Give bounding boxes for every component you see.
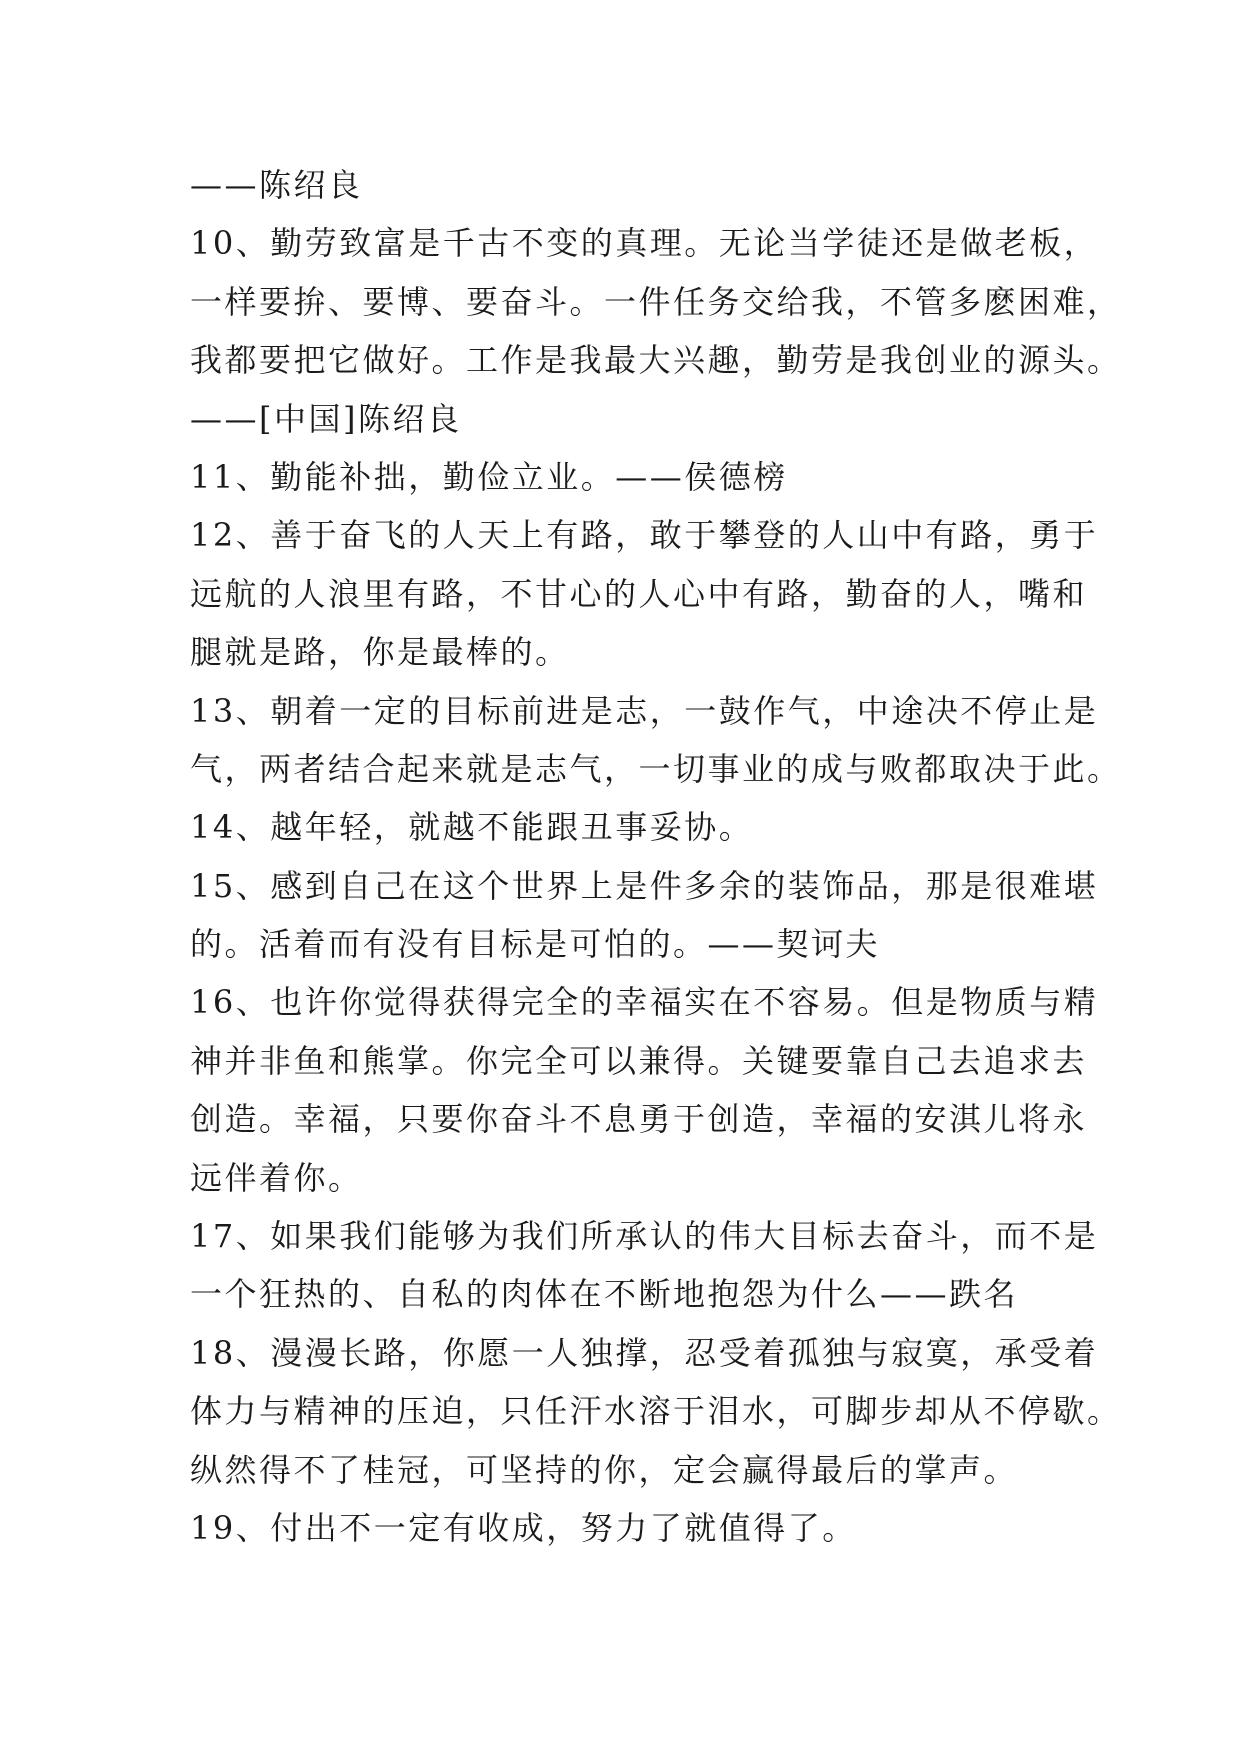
quote-11-line-1: 11、勤能补拙，勤俭立业。——侯德榜 xyxy=(190,457,788,496)
quote-12-line-2: 远航的人浪里有路，不甘心的人心中有路，勤奋的人，嘴和 xyxy=(190,574,1088,613)
quote-12-line-3: 腿就是路，你是最棒的。 xyxy=(190,633,570,672)
quote-14-line-1: 14、越年轻，就越不能跟丑事妥协。 xyxy=(190,808,754,847)
quote-12-line-1: 12、善于奋飞的人天上有路，敢于攀登的人山中有路，勇于 xyxy=(190,516,1099,555)
quote-15-line-2: 的。活着而有没有目标是可怕的。——契诃夫 xyxy=(190,925,881,964)
attribution-line: ——陈绍良 xyxy=(190,166,363,204)
quote-16-line-1: 16、也许你觉得获得完全的幸福实在不容易。但是物质与精 xyxy=(190,983,1099,1022)
quote-18-line-1: 18、漫漫长路，你愿一人独撑，忍受着孤独与寂寞，承受着 xyxy=(190,1333,1099,1372)
quote-10-line-1: 10、勤劳致富是千古不变的真理。无论当学徒还是做老板， xyxy=(190,224,1099,263)
quote-10-line-3: 我都要把它做好。工作是我最大兴趣，勤劳是我创业的源头。 xyxy=(190,341,1122,380)
quote-16-line-2: 神并非鱼和熊掌。你完全可以兼得。关键要靠自己去追求去 xyxy=(190,1041,1088,1080)
quote-16-line-4: 远伴着你。 xyxy=(190,1158,363,1197)
quote-13-line-1: 13、朝着一定的目标前进是志，一鼓作气，中途决不停止是 xyxy=(190,691,1099,730)
quote-18-line-2: 体力与精神的压迫，只任汗水溶于泪水，可脚步却从不停歇。 xyxy=(190,1392,1122,1431)
quote-18-line-3: 纵然得不了桂冠，可坚持的你，定会赢得最后的掌声。 xyxy=(190,1450,1019,1489)
document-body xyxy=(190,156,1122,1557)
quote-17-line-2: 一个狂热的、自私的肉体在不断地抱怨为什么——跌名 xyxy=(190,1275,1019,1314)
quote-16-line-3: 创造。幸福，只要你奋斗不息勇于创造，幸福的安淇儿将永 xyxy=(190,1100,1088,1139)
quote-10-line-2: 一样要拚、要博、要奋斗。一件任务交给我，不管多麽困难， xyxy=(190,282,1122,321)
quote-15-line-1: 15、感到自己在这个世界上是件多余的装饰品，那是很难堪 xyxy=(190,866,1099,905)
quote-17-line-1: 17、如果我们能够为我们所承认的伟大目标去奋斗，而不是 xyxy=(190,1217,1099,1256)
quote-13-line-2: 气，两者结合起来就是志气，一切事业的成与败都取决于此。 xyxy=(190,749,1122,788)
quote-19-line-1: 19、付出不一定有收成，努力了就值得了。 xyxy=(190,1508,857,1547)
quote-10-attribution: ——[中国]陈绍良 xyxy=(190,399,462,438)
